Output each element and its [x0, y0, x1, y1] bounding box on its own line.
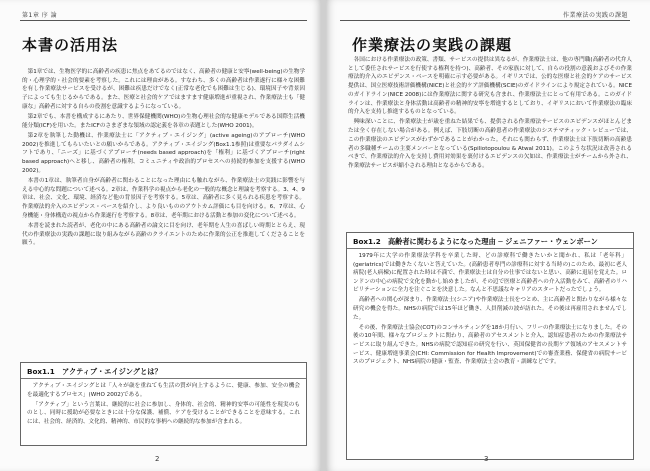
box-paragraph: 1979年に大学の作業療法学科を卒業した時、どの診療科で働きたいかと聞かれ、私は「老年科」(geriatrics)では働きたくないと答えていた。(高齢患者専門の診療科に対する当時の)このため、最初に老人病院(老人病棟)に配置された時は不満で、作業療法士は自分の仕事ではないと思い、高齢に退屈を覚えた。ロンドンの中心の病院で文化を動かし始めましたが、その辺で医療と高齢者への介入活動をみて、高齢者のリハビリテーションに全力を注ぐことを決意した。なんと不思議なキャリアのスタートだったでしょう。: [353, 253, 627, 294]
sidebar-box: [346, 232, 634, 460]
paragraph: 本書の1章は、執筆者自身が高齢者に関わることになった理由にも触れながら、作業療法士の実践に影響を与える中心的な問題について述べる。2章は、作業科学の視点から老化の一般的な概念と理論を考察する。3、4、9章は、社会、文化、環境、経済など他の背景因子を考察する。5章は、高齢者に多く見られる疾患を考察する。作業療法的介入のエビデンス・ベースを紹介し、より良いもののアウトカム評価にも目を向ける。6、7章は、心身機能・身体構造の視点から作業遂行を考察する。8章は、老年期における活動と参加の変化について述べる。: [22, 177, 305, 219]
paragraph: 第1章では、生物医学的に高齢者の疾患に焦点をあてるのではなく、高齢者の健康と安寧(well-being)の生物学的・心理学的・社会的要素を考察した。これには理由がある。すなわち、多くの高齢者は作業遂行に様々な困難を有し作業療法サービスを受けるが、困難は疾患だけでなく(正常な老化でも困難は生じる)、環境因子や背景因子によっても生じるからである。また、医療と社会的ケアではますます健康増進が重視され、作業療法士も「健康な」高齢者に対する自らの役割を意識するようになっている。: [22, 69, 305, 110]
body-text: [22, 68, 305, 250]
paragraph: 第2章を執筆した動機は、作業療法士に「アクティブ・エイジング」(active ageing)のアプローチ(WHO 2002)を推進してもらいたいとの願いからである。アクティブ・エイジング(Box1.1参照)は重要なパラダイムシフトであり、「ニーズ」に基づくアプローチ(needs based approach)を「権利」に基づくアプローチ(right based approach)へと移し、高齢者の権利、コミュニティや政治的プロセスへの持続的参加を支援する(WHO 2002)。: [22, 132, 305, 174]
box-paragraph: 高齢者への関心が深まり、作業療法士(シニア)や作業療法士長をつとめ、主に高齢者と関わりながら様々な研究の機会を得た。NHSの病院では15年ほど働き、人員削減の波が訪れた。その後は再雇用されませんでした。: [353, 297, 627, 321]
running-head: 作業療法の実践の課題: [562, 12, 628, 19]
paragraph: 本書を読まれた読者が、老化の中にある高齢者の論文に目を向け、老年期を人生の喜ばしい時期ととらえ、現代の作業療法の実践の課題に取り組みながら高齢のクライエントのために作業的公正を推進してくださることを願う。: [22, 222, 305, 247]
right-page: [326, 0, 650, 471]
box-paragraph: アクティブ・エイジングとは「人々が歳を重ねても生活の質が向上するように、健康、参加、安全の機会を最適化するプロセス」(WHO 2002)である。: [27, 383, 300, 398]
section-title: 作業療法の実践の課題: [352, 36, 513, 54]
box-body: [27, 382, 300, 428]
page-number: 3: [484, 455, 489, 463]
page-number: 2: [155, 455, 160, 463]
box-title: Box1.1 アクティブ・エイジングとは？: [27, 367, 162, 376]
section-title: 本書の活用法: [22, 36, 119, 54]
box-divider: [21, 378, 306, 379]
sidebar-box: [20, 362, 307, 446]
paragraph: 第2章でも、本書を構成するにあたり、世界保健機関(WHO)の生物心理社会的な健康モデルである国際生活機能分類(ICF)を用いた。またICFのさまざまな領域の認定義を各章の表題とした(WHO 2001)。: [22, 114, 305, 129]
box-divider: [347, 248, 633, 249]
box-title: Box1.2 高齢者に関わるようになった理由 ─ ジェニファー・ウェンボーン: [353, 237, 598, 246]
body-text: [348, 56, 632, 172]
box-body: [353, 252, 627, 368]
header-rule: [340, 20, 630, 21]
left-page: [0, 0, 321, 471]
paragraph: 各国における作業療法の政策、書類、サービスの提供は異なるが、作業療法士は、他の専門職(高齢者の代弁人として委任されサービスを行使する権利を持つ)、高齢者、その家族に対して、自らの役割の意義およびその作業療法的介入のエビデンス・ベースを明確に示す必要がある。イギリスでは、公的な医療と社会的ケアのサービス提供は、国立医療技術評価機構(NICE)と社会的ケア評価機構(SCIE)のガイドラインにより規定されている。NICEのガイドライン(NICE 2008)には作業療法に関する研究も含まれ、作業療法士にとって有用である。このガイドラインは、作業療法と身体活動は高齢者の精神的安寧を増進するとしており、イギリスにおいて作業療法の臨床的介入を支持し推進するものとなっている。: [348, 57, 632, 116]
box-paragraph: 「アクティブ」という言葉は、継続的に社会に参加し、身体的、社会的、精神的安寧の可能性を現実のものとし、同時に援助が必要なときには十分な保護、補償、ケアを受けることができることを意味する。これには、社会的、経済的、文化的、精神的、市民的な事柄への継続的な参加が含まれる。: [27, 401, 300, 425]
running-head: 第1章 序 論: [22, 12, 58, 19]
header-rule: [20, 20, 307, 21]
paragraph: 興味深いことに、作業療法士が歳を重ねた結果でも、提供される作業療法サービスのエビデンスがほとんどまたは全く存在しない場合がある。例えば、下肢切断の高齢患者の作業療法のシステマティック・レビューでは、この作業療法のエビデンスがわずかであることがわかった。それにも関わらず、作業療法士は下肢切断の高齢患者の多職種チームの主要メンバーとなっている(Spiliotopoulou & Atwal 2011)。このような状況は改善されるべきで、作業療法的介入を支持し費用対効果を裏付けるエビデンスの欠如は、作業療法士がチームから外され、作業療法サービスが縮小される理由となるからである。: [348, 119, 632, 169]
box-paragraph: その後、作業療法士協会(COT)のコンサルティングを18か月行い、フリーの作業療法士になりました。その後の10年間、様々なプロジェクトに関わり、高齢者のアセスメントと介入、認知症患者のための作業療法サービスに取り組んできた。NHSの病院で認知症の研究を行い、英国保健省の長期ケア領域のアセスメントサービス、健康増進事業会(CHI: Commission for Health Improvement)での審査業務、保健省の病院サービスのプロジェクト、NHS病院の健康・監査、作業療法士会の教育・訓練などです。: [353, 324, 627, 366]
